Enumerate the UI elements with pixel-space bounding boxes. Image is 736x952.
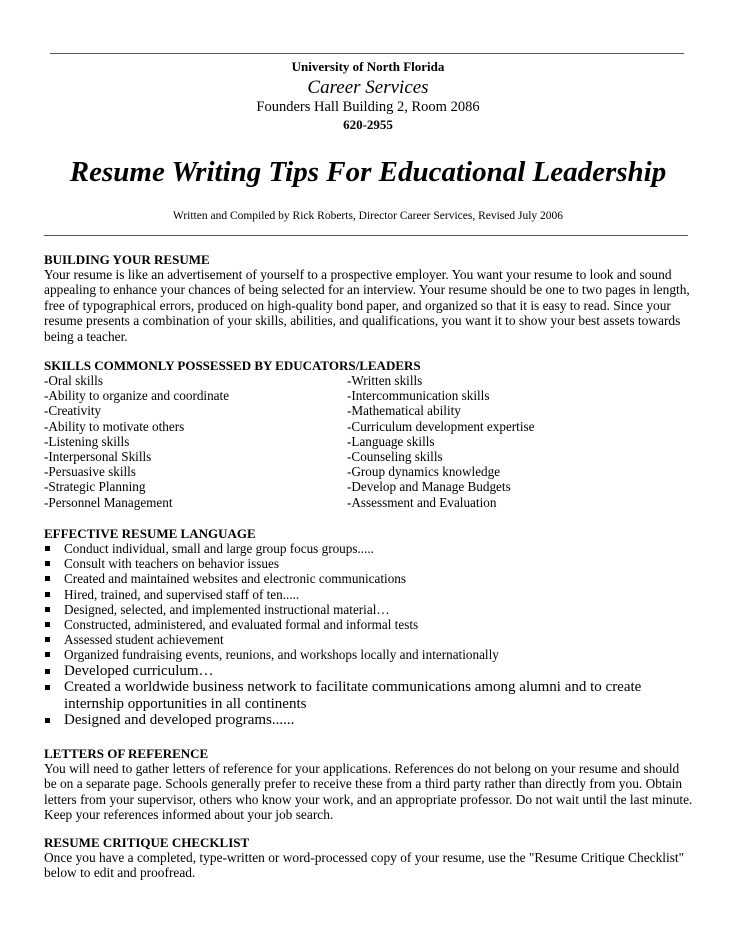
skill-item: -Mathematical ability — [347, 403, 461, 419]
skill-item: -Strategic Planning — [44, 479, 146, 495]
skill-item: -Counseling skills — [347, 449, 443, 465]
document-title: Resume Writing Tips For Educational Leadership — [69, 156, 667, 188]
skills-heading: SKILLS COMMONLY POSSESSED BY EDUCATORS/LEADERS — [44, 358, 421, 373]
list-item: Designed, selected, and implemented instructional material… — [44, 602, 694, 617]
byline: Written and Compiled by Rick Roberts, Director Career Services, Revised July 2006 — [172, 210, 564, 222]
list-item: Created a worldwide business network to facilitate communications among alumni and to create internship opportunities in all continents — [44, 679, 694, 712]
skill-item: -Language skills — [347, 433, 435, 449]
skill-item: -Ability to organize and coordinate — [44, 388, 230, 404]
skills-heading-wrap — [44, 358, 694, 373]
critique-section — [44, 835, 694, 881]
bullet-icon — [45, 622, 50, 627]
references-section — [44, 746, 694, 823]
university-name: University of North Florida — [291, 59, 445, 74]
skill-item: -Personnel Management — [44, 494, 173, 510]
language-heading: EFFECTIVE RESUME LANGUAGE — [44, 526, 256, 541]
skill-item: -Assessment and Evaluation — [347, 494, 497, 510]
title-divider — [44, 235, 688, 236]
phone-number: 620-2955 — [343, 117, 393, 132]
critique-text: Once you have a completed, type-written or word-processed copy of your resume, use the "Resume Critique Checklist" below to edit and proofread. — [44, 850, 685, 881]
department-name: Career Services — [307, 77, 429, 98]
list-item: Created and maintained websites and electronic communications — [44, 571, 694, 586]
bullet-icon — [45, 637, 50, 642]
skills-right-column — [347, 373, 535, 510]
building-heading: BUILDING YOUR RESUME — [44, 252, 210, 267]
critique-heading: RESUME CRITIQUE CHECKLIST — [44, 835, 250, 850]
skill-item: -Ability to motivate others — [44, 418, 185, 434]
skill-item: -Develop and Manage Budgets — [347, 479, 511, 495]
bullet-icon — [45, 607, 50, 612]
skill-item: -Interpersonal Skills — [44, 449, 152, 465]
list-item: Constructed, administered, and evaluated formal and informal tests — [44, 617, 694, 632]
skills-left-column — [44, 373, 229, 510]
building-text: Your resume is like an advertisement of yourself to a prospective employer. You want your resume to look and sound appealing to enhance your chances of being selected for an interview. Your resume should be one to two pages in length, free of typographical errors, produced on high-quality bond paper, and organized so that it is easy to read. Since your resume presents a combination of your skills, abilities, and qualifications, you want it to show your best assets towards being a teacher. — [44, 267, 690, 344]
list-item: Conduct individual, small and large group focus groups..... — [44, 541, 694, 556]
list-item: Designed and developed programs...... — [44, 712, 694, 729]
skill-item: -Listening skills — [44, 433, 130, 449]
top-divider — [50, 53, 684, 54]
skill-item: -Oral skills — [44, 373, 103, 388]
skill-item: -Persuasive skills — [44, 464, 136, 480]
skill-item: -Curriculum development expertise — [347, 418, 535, 434]
bullet-icon — [45, 685, 50, 690]
bullet-icon — [45, 576, 50, 581]
skill-item: -Creativity — [44, 403, 102, 419]
list-item: Developed curriculum… — [44, 663, 694, 680]
building-section — [44, 252, 694, 344]
office-address: Founders Hall Building 2, Room 2086 — [256, 99, 480, 115]
bullet-icon — [45, 561, 50, 566]
bullet-icon — [45, 669, 50, 674]
list-item: Hired, trained, and supervised staff of ten..... — [44, 587, 694, 602]
language-list — [44, 541, 694, 729]
list-item: Assessed student achievement — [44, 632, 694, 647]
bullet-icon — [45, 718, 50, 723]
bullet-icon — [45, 652, 50, 657]
skill-item: -Group dynamics knowledge — [347, 464, 501, 480]
skill-item: -Written skills — [347, 373, 423, 388]
list-item: Consult with teachers on behavior issues — [44, 556, 694, 571]
language-section — [44, 526, 694, 729]
skill-item: -Intercommunication skills — [347, 388, 490, 404]
bullet-icon — [45, 546, 50, 551]
references-heading: LETTERS OF REFERENCE — [44, 746, 209, 761]
references-text: You will need to gather letters of reference for your applications. References do not belong on your resume and should be on a separate page. Schools generally prefer to receive these from a third party rather than directly from you. Obtain letters from your supervisor, others who know your work, and an appropriate professor. Do not wait until the last minute. Keep your references informed about your job search. — [44, 761, 693, 823]
bullet-icon — [45, 592, 50, 597]
list-item: Organized fundraising events, reunions, and workshops locally and internationally — [44, 647, 694, 662]
